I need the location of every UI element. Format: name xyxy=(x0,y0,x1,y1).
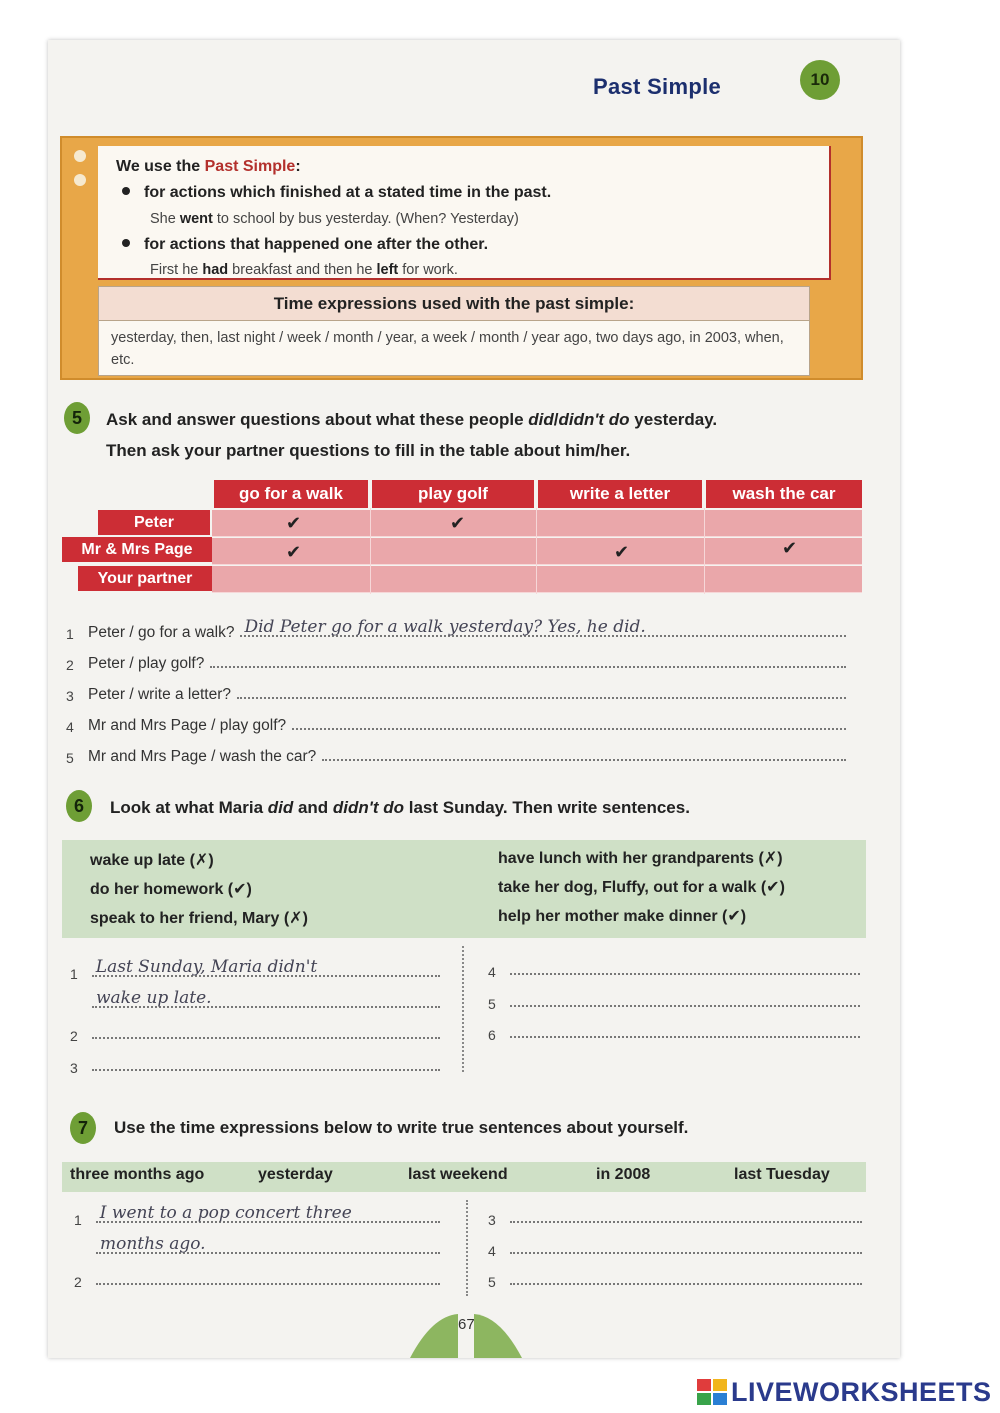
bullet-icon xyxy=(122,187,130,195)
grammar-intro xyxy=(116,158,301,176)
column-header: go for a walk xyxy=(214,480,368,508)
question-row xyxy=(66,740,846,766)
answer-field[interactable] xyxy=(510,1271,862,1285)
grammar-rule-text: for actions that happened one after the other. xyxy=(144,236,489,253)
writing-line xyxy=(488,1017,860,1043)
answer-field[interactable] xyxy=(240,617,846,637)
maria-activities-box xyxy=(62,840,866,938)
grammar-intro-text: We use the xyxy=(116,158,205,175)
writing-line xyxy=(488,1233,862,1259)
check-icon: ✔ xyxy=(286,542,302,562)
line-number: 1 xyxy=(74,1212,82,1228)
liveworksheets-logo xyxy=(697,1376,992,1408)
activity-item: speak to her friend, Mary (✗) xyxy=(90,910,308,927)
instruction-emphasis: did xyxy=(528,410,554,429)
page-number: 67 xyxy=(458,1316,475,1333)
activity-item: take her dog, Fluffy, out for a walk (✔) xyxy=(498,879,785,896)
table-row xyxy=(212,510,862,537)
answer-field[interactable] xyxy=(510,1024,860,1038)
activity-item: wake up late (✗) xyxy=(90,852,214,869)
line-number: 5 xyxy=(488,996,496,1012)
question-number: 3 xyxy=(66,688,74,704)
time-expressions-list: yesterday, then, last night / week / month / year, a week / month / year ago, two days ago, in 2003, when, etc. xyxy=(111,330,784,368)
answer-field[interactable] xyxy=(322,747,846,761)
example-text: breakfast and then he xyxy=(228,262,377,278)
question-prompt: Peter / play golf? xyxy=(88,655,205,672)
row-header-peter: Peter xyxy=(98,510,210,535)
answer-field[interactable] xyxy=(237,685,846,699)
bullet-icon xyxy=(122,239,130,247)
question-number: 1 xyxy=(66,626,74,642)
column-divider xyxy=(704,508,705,594)
check-icon: ✔ xyxy=(450,513,466,533)
question-prompt: Peter / write a letter? xyxy=(88,686,232,703)
writing-line xyxy=(488,986,860,1012)
handwritten-answer: Last Sunday, Maria didn't xyxy=(95,957,318,977)
instruction-emphasis: didn't do xyxy=(558,410,630,429)
table-row[interactable] xyxy=(212,566,862,593)
column-header: play golf xyxy=(372,480,534,508)
handwritten-answer: wake up late. xyxy=(96,988,212,1008)
instruction-text: Look at what Maria xyxy=(110,798,268,817)
time-expressions-bar xyxy=(62,1162,866,1192)
column-divider xyxy=(370,508,371,594)
grammar-intro-colon: : xyxy=(295,158,301,175)
check-icon: ✔ xyxy=(614,542,630,562)
answer-field[interactable] xyxy=(210,654,846,668)
question-number: 2 xyxy=(66,657,74,673)
exercise-5-instruction-line2: Then ask your partner questions to fill in the table about him/her. xyxy=(106,441,631,460)
instruction-text: and xyxy=(293,798,333,817)
activity-item: do her homework (✔) xyxy=(90,881,252,898)
question-row xyxy=(66,709,846,735)
example-verb: had xyxy=(202,262,229,278)
exercise-5-number: 5 xyxy=(64,402,90,434)
column-divider xyxy=(462,946,464,1072)
binder-hole xyxy=(74,174,86,186)
exercise-6-number: 6 xyxy=(66,790,92,822)
line-number: 4 xyxy=(488,1243,496,1259)
grammar-rule-text: for actions which finished at a stated time in the past. xyxy=(144,184,552,201)
handwritten-answer: Did Peter go for a walk yesterday? Yes, he did. xyxy=(244,617,646,637)
answer-field[interactable] xyxy=(510,1240,862,1254)
check-icon: ✔ xyxy=(782,538,798,558)
question-number: 5 xyxy=(66,750,74,766)
question-row xyxy=(66,647,846,673)
instruction-text: yesterday. xyxy=(629,410,718,429)
example-text: First he xyxy=(150,262,203,278)
grammar-rule-1 xyxy=(122,184,551,202)
line-number: 5 xyxy=(488,1274,496,1290)
question-row xyxy=(66,616,846,642)
handwritten-answer: months ago. xyxy=(100,1234,206,1254)
table-row xyxy=(212,538,862,565)
writing-line xyxy=(488,954,860,980)
instruction-emphasis: did xyxy=(267,798,294,817)
grammar-tense-name: Past Simple xyxy=(204,158,296,175)
writing-line xyxy=(70,987,440,1013)
example-text: for work. xyxy=(398,262,458,278)
instruction-text: last Sunday. Then write sentences. xyxy=(404,798,690,817)
unit-badge: 10 xyxy=(800,60,840,100)
question-row xyxy=(66,678,846,704)
workbook-page xyxy=(48,40,900,1358)
writing-line xyxy=(74,1264,440,1290)
line-number: 2 xyxy=(70,1028,78,1044)
writing-line xyxy=(488,1202,862,1228)
logo-text: LIVEWORKSHEETS xyxy=(731,1376,992,1407)
column-divider xyxy=(466,1200,468,1296)
question-prompt: Mr and Mrs Page / play golf? xyxy=(88,717,287,734)
answer-field[interactable] xyxy=(92,1057,440,1071)
exercise-5-instruction-line1 xyxy=(106,404,717,435)
grammar-box xyxy=(60,136,863,380)
line-number: 4 xyxy=(488,964,496,980)
example-text: to school by bus yesterday. (When? Yesterday) xyxy=(212,211,519,227)
time-expression: in 2008 xyxy=(596,1166,651,1183)
answer-field[interactable] xyxy=(92,988,440,1008)
instruction-text: / xyxy=(553,410,559,429)
time-expression: last Tuesday xyxy=(734,1166,830,1183)
line-number: 6 xyxy=(488,1027,496,1043)
answer-field[interactable] xyxy=(96,1271,440,1285)
answer-field[interactable] xyxy=(510,961,860,975)
binder-hole xyxy=(74,150,86,162)
question-prompt: Peter / go for a walk? xyxy=(88,624,235,641)
time-expression: yesterday xyxy=(258,1166,333,1183)
time-expression: three months ago xyxy=(70,1166,205,1183)
time-expressions-heading: Time expressions used with the past simple: xyxy=(99,287,809,321)
line-number: 3 xyxy=(488,1212,496,1228)
activity-item: have lunch with her grandparents (✗) xyxy=(498,850,783,867)
handwritten-answer: I went to a pop concert three xyxy=(99,1203,352,1223)
line-number: 1 xyxy=(70,966,78,982)
time-expression: last weekend xyxy=(408,1166,508,1183)
row-header-mr-mrs-page: Mr & Mrs Page xyxy=(62,537,212,562)
answer-field[interactable] xyxy=(510,1209,862,1223)
exercise-7-number: 7 xyxy=(70,1112,96,1144)
grammar-rule-2 xyxy=(122,236,488,254)
example-verb: went xyxy=(179,211,213,227)
question-number: 4 xyxy=(66,719,74,735)
writing-line xyxy=(74,1202,440,1228)
writing-line xyxy=(70,956,440,982)
grammar-example-1 xyxy=(150,211,519,227)
column-header: write a letter xyxy=(538,480,702,508)
column-divider xyxy=(536,508,537,594)
instruction-text: Ask and answer questions about what these people xyxy=(106,410,529,429)
activity-table xyxy=(62,480,868,598)
writing-line xyxy=(70,1018,440,1044)
line-number: 2 xyxy=(74,1274,82,1290)
exercise-6-instruction xyxy=(110,792,690,823)
writing-line xyxy=(74,1233,440,1259)
writing-line xyxy=(70,1050,440,1076)
activity-item: help her mother make dinner (✔) xyxy=(498,908,747,925)
line-number: 3 xyxy=(70,1060,78,1076)
time-expressions-box xyxy=(98,286,810,376)
answer-field[interactable] xyxy=(96,1234,440,1254)
grammar-example-2 xyxy=(150,262,458,278)
exercise-7-instruction: Use the time expressions below to write true sentences about yourself. xyxy=(114,1118,689,1137)
grammar-rules-panel xyxy=(98,146,831,280)
column-header: wash the car xyxy=(706,480,862,508)
instruction-emphasis: didn't do xyxy=(332,798,404,817)
answer-field[interactable] xyxy=(92,1025,440,1039)
example-text: She xyxy=(150,211,180,227)
answer-field[interactable] xyxy=(96,1203,440,1223)
answer-field[interactable] xyxy=(292,716,846,730)
answer-field[interactable] xyxy=(92,957,440,977)
page-title: Past Simple xyxy=(593,74,722,99)
question-prompt: Mr and Mrs Page / wash the car? xyxy=(88,748,317,765)
logo-mark-icon xyxy=(697,1379,727,1405)
example-verb: left xyxy=(376,262,399,278)
check-icon: ✔ xyxy=(286,513,302,533)
row-header-your-partner: Your partner xyxy=(78,566,212,591)
writing-line xyxy=(488,1264,862,1290)
answer-field[interactable] xyxy=(510,993,860,1007)
